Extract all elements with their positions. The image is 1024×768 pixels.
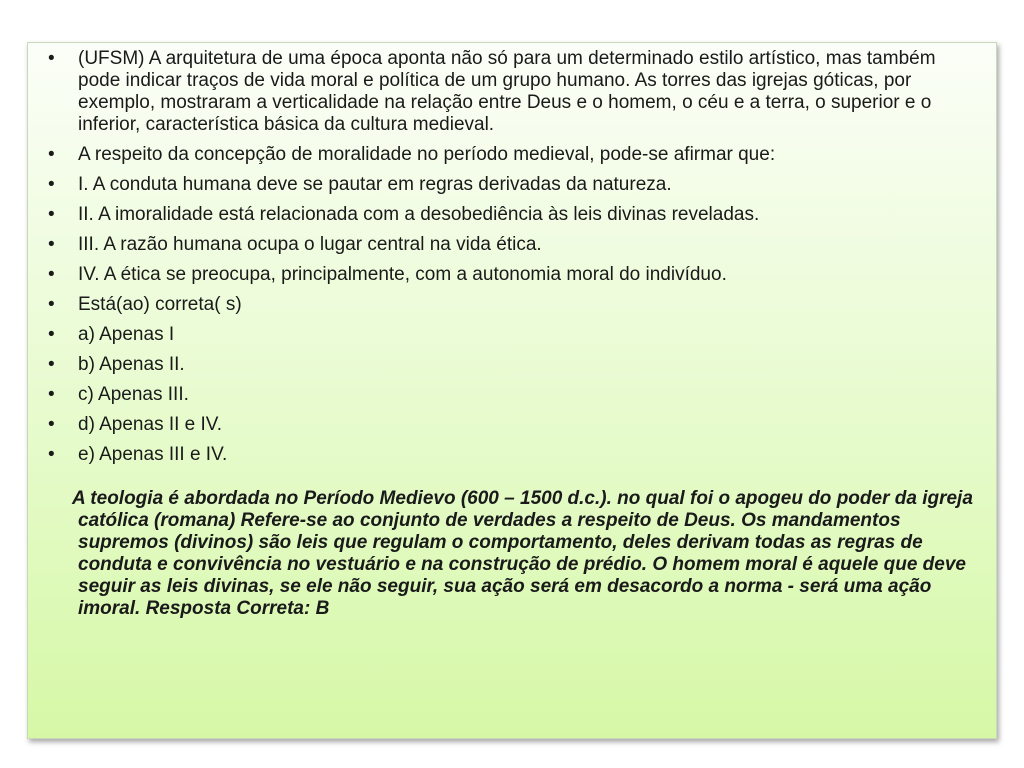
bullet-dot-icon: • — [48, 414, 55, 435]
bullet-item — [44, 354, 982, 376]
bullet-dot-icon: • — [48, 294, 55, 315]
bullet-dot-icon: • — [48, 444, 55, 465]
option-a: a) Apenas I — [78, 324, 175, 345]
bullet-dot-icon: • — [48, 324, 55, 345]
bullet-item — [44, 234, 982, 256]
bullet-item — [44, 384, 982, 406]
option-c: c) Apenas III. — [78, 384, 189, 405]
option-b: b) Apenas II. — [78, 354, 185, 375]
bullet-item — [44, 48, 982, 136]
bullet-dot-icon: • — [48, 174, 55, 195]
bullet-dot-icon: • — [48, 204, 55, 225]
question-prompt: A respeito da concepção de moralidade no período medieval, pode-se afirmar que: — [78, 144, 776, 165]
bullet-item — [44, 324, 982, 346]
content-text-box — [27, 42, 997, 739]
bullet-item — [44, 264, 982, 286]
statement-iv: IV. A ética se preocupa, principalmente, com a autonomia moral do indivíduo. — [78, 264, 727, 285]
bullet-list — [44, 48, 982, 466]
statement-ii: II. A imoralidade está relacionada com a desobediência às leis divinas reveladas. — [78, 204, 760, 225]
answer-explanation: A teologia é abordada no Período Medievo (600 – 1500 d.c.). no qual foi o apogeu do poder da igreja católica (romana) Refere-se ao conjunto de verdades a respeito de Deus. Os mandamentos supremos (divinos) são leis que regulam o comportamento, deles derivam todas as regras de conduta e convivência no vestuário e na construção de prédio. O homem moral é aquele que deve seguir as leis divinas, se ele não seguir, sua ação será em desacordo a norma - será uma ação imoral. Resposta Correta: B — [72, 488, 973, 619]
option-d: d) Apenas II e IV. — [78, 414, 223, 435]
bullet-dot-icon: • — [48, 264, 55, 285]
bullet-dot-icon: • — [48, 144, 55, 165]
bullet-item — [44, 144, 982, 166]
statement-i: I. A conduta humana deve se pautar em regras derivadas da natureza. — [78, 174, 672, 195]
bullet-item — [44, 414, 982, 436]
bullet-dot-icon: • — [48, 48, 55, 69]
bullet-item — [44, 204, 982, 226]
bullet-item — [44, 444, 982, 466]
option-e: e) Apenas III e IV. — [78, 444, 228, 465]
statement-iii: III. A razão humana ocupa o lugar central na vida ética. — [78, 234, 542, 255]
options-prompt: Está(ao) correta( s) — [78, 294, 242, 315]
bullet-dot-icon: • — [48, 234, 55, 255]
bullet-dot-icon: • — [48, 354, 55, 375]
bullet-item — [44, 174, 982, 196]
bullet-dot-icon: • — [48, 384, 55, 405]
question-statement: (UFSM) A arquitetura de uma época aponta não só para um determinado estilo artístico, mas também pode indicar traços de vida moral e política de um grupo humano. As torres das igrejas góticas, por exemplo, mostraram a verticalidade na relação entre Deus e o homem, o céu e a terra, o superior e o inferior, característica básica da cultura medieval. — [78, 48, 936, 135]
bullet-item — [44, 294, 982, 316]
